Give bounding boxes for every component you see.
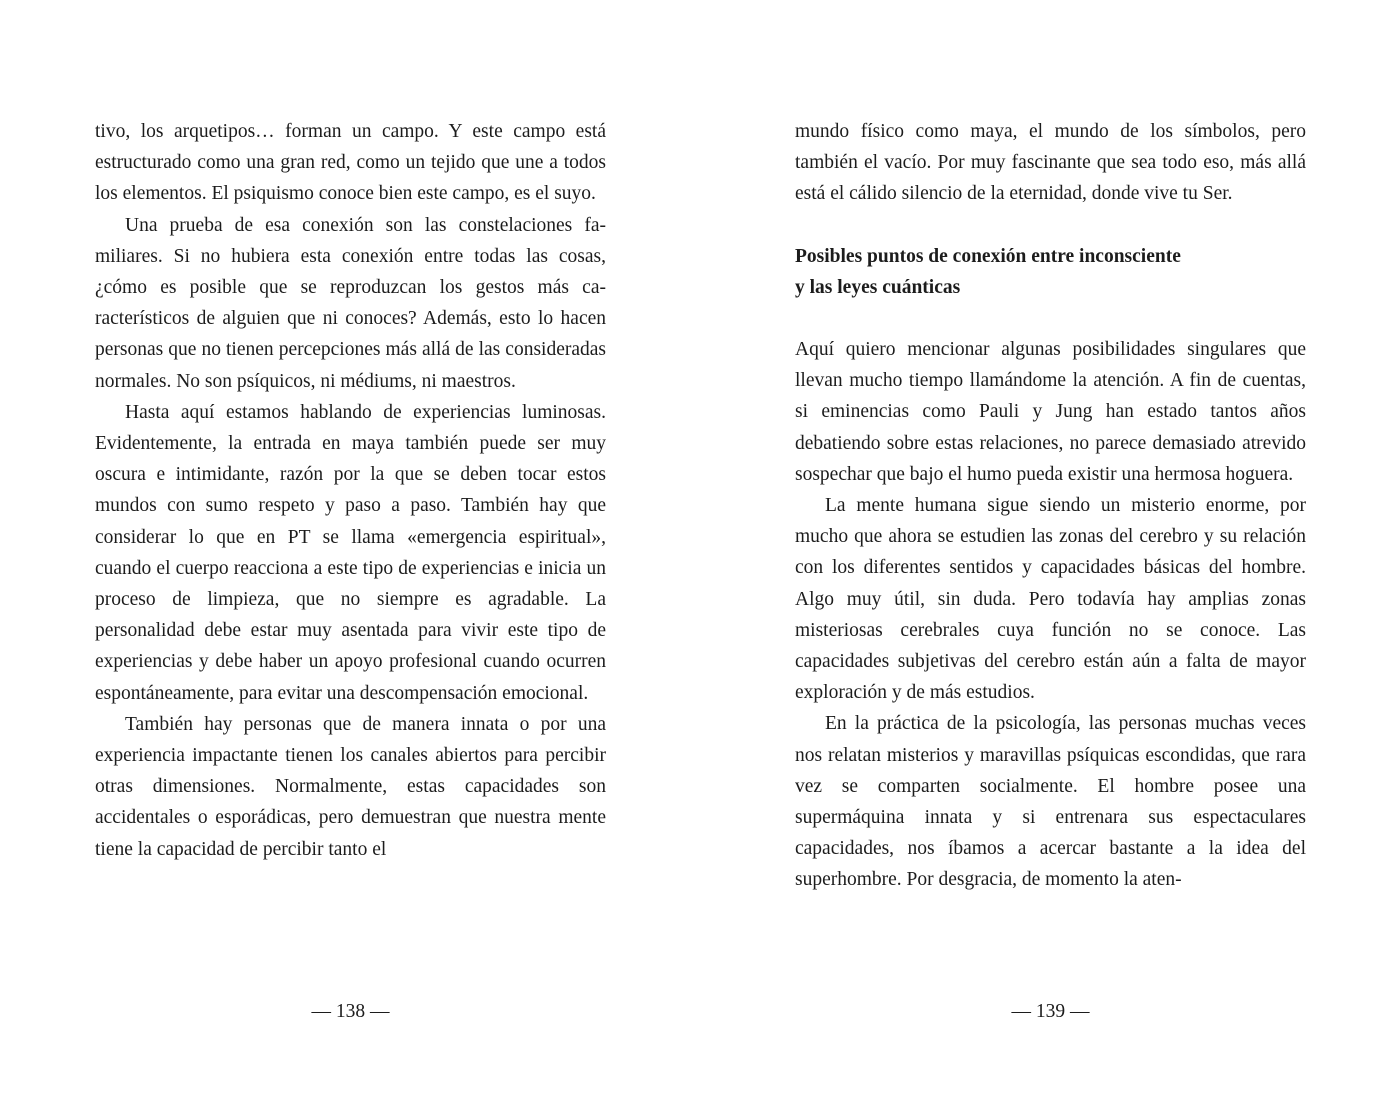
right-paragraph-1: Aquí quiero mencionar algunas posibilidades singulares que llevan mucho tiempo llamándome la atención. A fin de cuentas, si eminencias como Pauli y Jung han estado tantos años debatiendo sobre estas relaciones, no parece demasiado atrevido sospechar que bajo el humo pueda existir una hermosa hoguera. — [795, 339, 1306, 485]
right-paragraph-3: En la práctica de la psicología, las personas muchas veces nos relatan misterios y maravillas psíquicas escondidas, que rara vez se comparten socialmente. El hombre posee una supermáquina innata y si entrenara sus espectaculares capacidades, nos íbamos a acercar bastante a la idea del superhombre. Por desgracia, de momento la aten- — [795, 713, 1306, 891]
left-page-number: — 138 — — [311, 1001, 390, 1022]
left-page — [95, 116, 606, 865]
section-heading — [795, 241, 1306, 303]
right-intro-paragraph: mundo físico como maya, el mundo de los símbolos, pero también el vacío. Por muy fascinante que sea todo eso, más allá está el cálido silencio de la eternidad, donde vive tu Ser. — [795, 121, 1306, 205]
right-page-number: — 139 — — [1011, 1001, 1090, 1022]
left-paragraph-4: También hay personas que de manera innata o por una experiencia impactante tienen los canales abiertos para percibir otras dimensiones. Normalmente, estas capacidades son accidentales o esporádicas, pero demuestran que nuestra mente tiene la capacidad de percibir tanto el — [95, 713, 606, 860]
right-paragraph-2: La mente humana sigue siendo un misterio enorme, por mucho que ahora se estudien las zonas del cerebro y su relación con los diferentes sentidos y capacidades básicas del hombre. Algo muy útil, sin duda. Pero todavía hay amplias zonas misteriosas cerebrales cuya función no se conoce. Las capacidades subjetivas del cerebro están aún a falta de mayor exploración y de más estudios. — [795, 495, 1306, 704]
right-page — [795, 116, 1306, 896]
section-heading-line-1: Posibles puntos de conexión entre inconsciente — [795, 245, 1181, 267]
section-heading-line-2: y las leyes cuánticas — [795, 276, 961, 298]
left-paragraph-3: Hasta aquí estamos hablando de experiencias luminosas. Evidentemente, la entrada en maya también puede ser muy oscura e intimidante, razón por la que se deben tocar estos mundos con sumo respeto y paso a paso. También hay que considerar lo que en PT se llama «emergencia espiritual», cuando el cuerpo reacciona a este tipo de experiencias e inicia un proceso de limpieza, que no siempre es agradable. La personalidad debe estar muy asentada para vivir este tipo de experiencias y debe haber un apoyo profesional cuando ocurren espontáneamente, para evitar una descompensación emocional. — [95, 401, 606, 704]
left-paragraph-1: tivo, los arquetipos… forman un campo. Y este campo está estructurado como una gran red, como un tejido que une a todos los elementos. El psiquismo conoce bien este campo, es el suyo. — [95, 121, 606, 205]
left-paragraph-2: Una prueba de esa conexión son las constelaciones familiares. Si no hubiera esta conexión entre todas las cosas, ¿cómo es posible que se reproduzcan los gestos más característicos de alguien que ni conoces? Además, esto lo hacen personas que no tienen percepciones más allá de las consideradas normales. No son psíquicos, ni médiums, ni maestros. — [95, 214, 606, 392]
